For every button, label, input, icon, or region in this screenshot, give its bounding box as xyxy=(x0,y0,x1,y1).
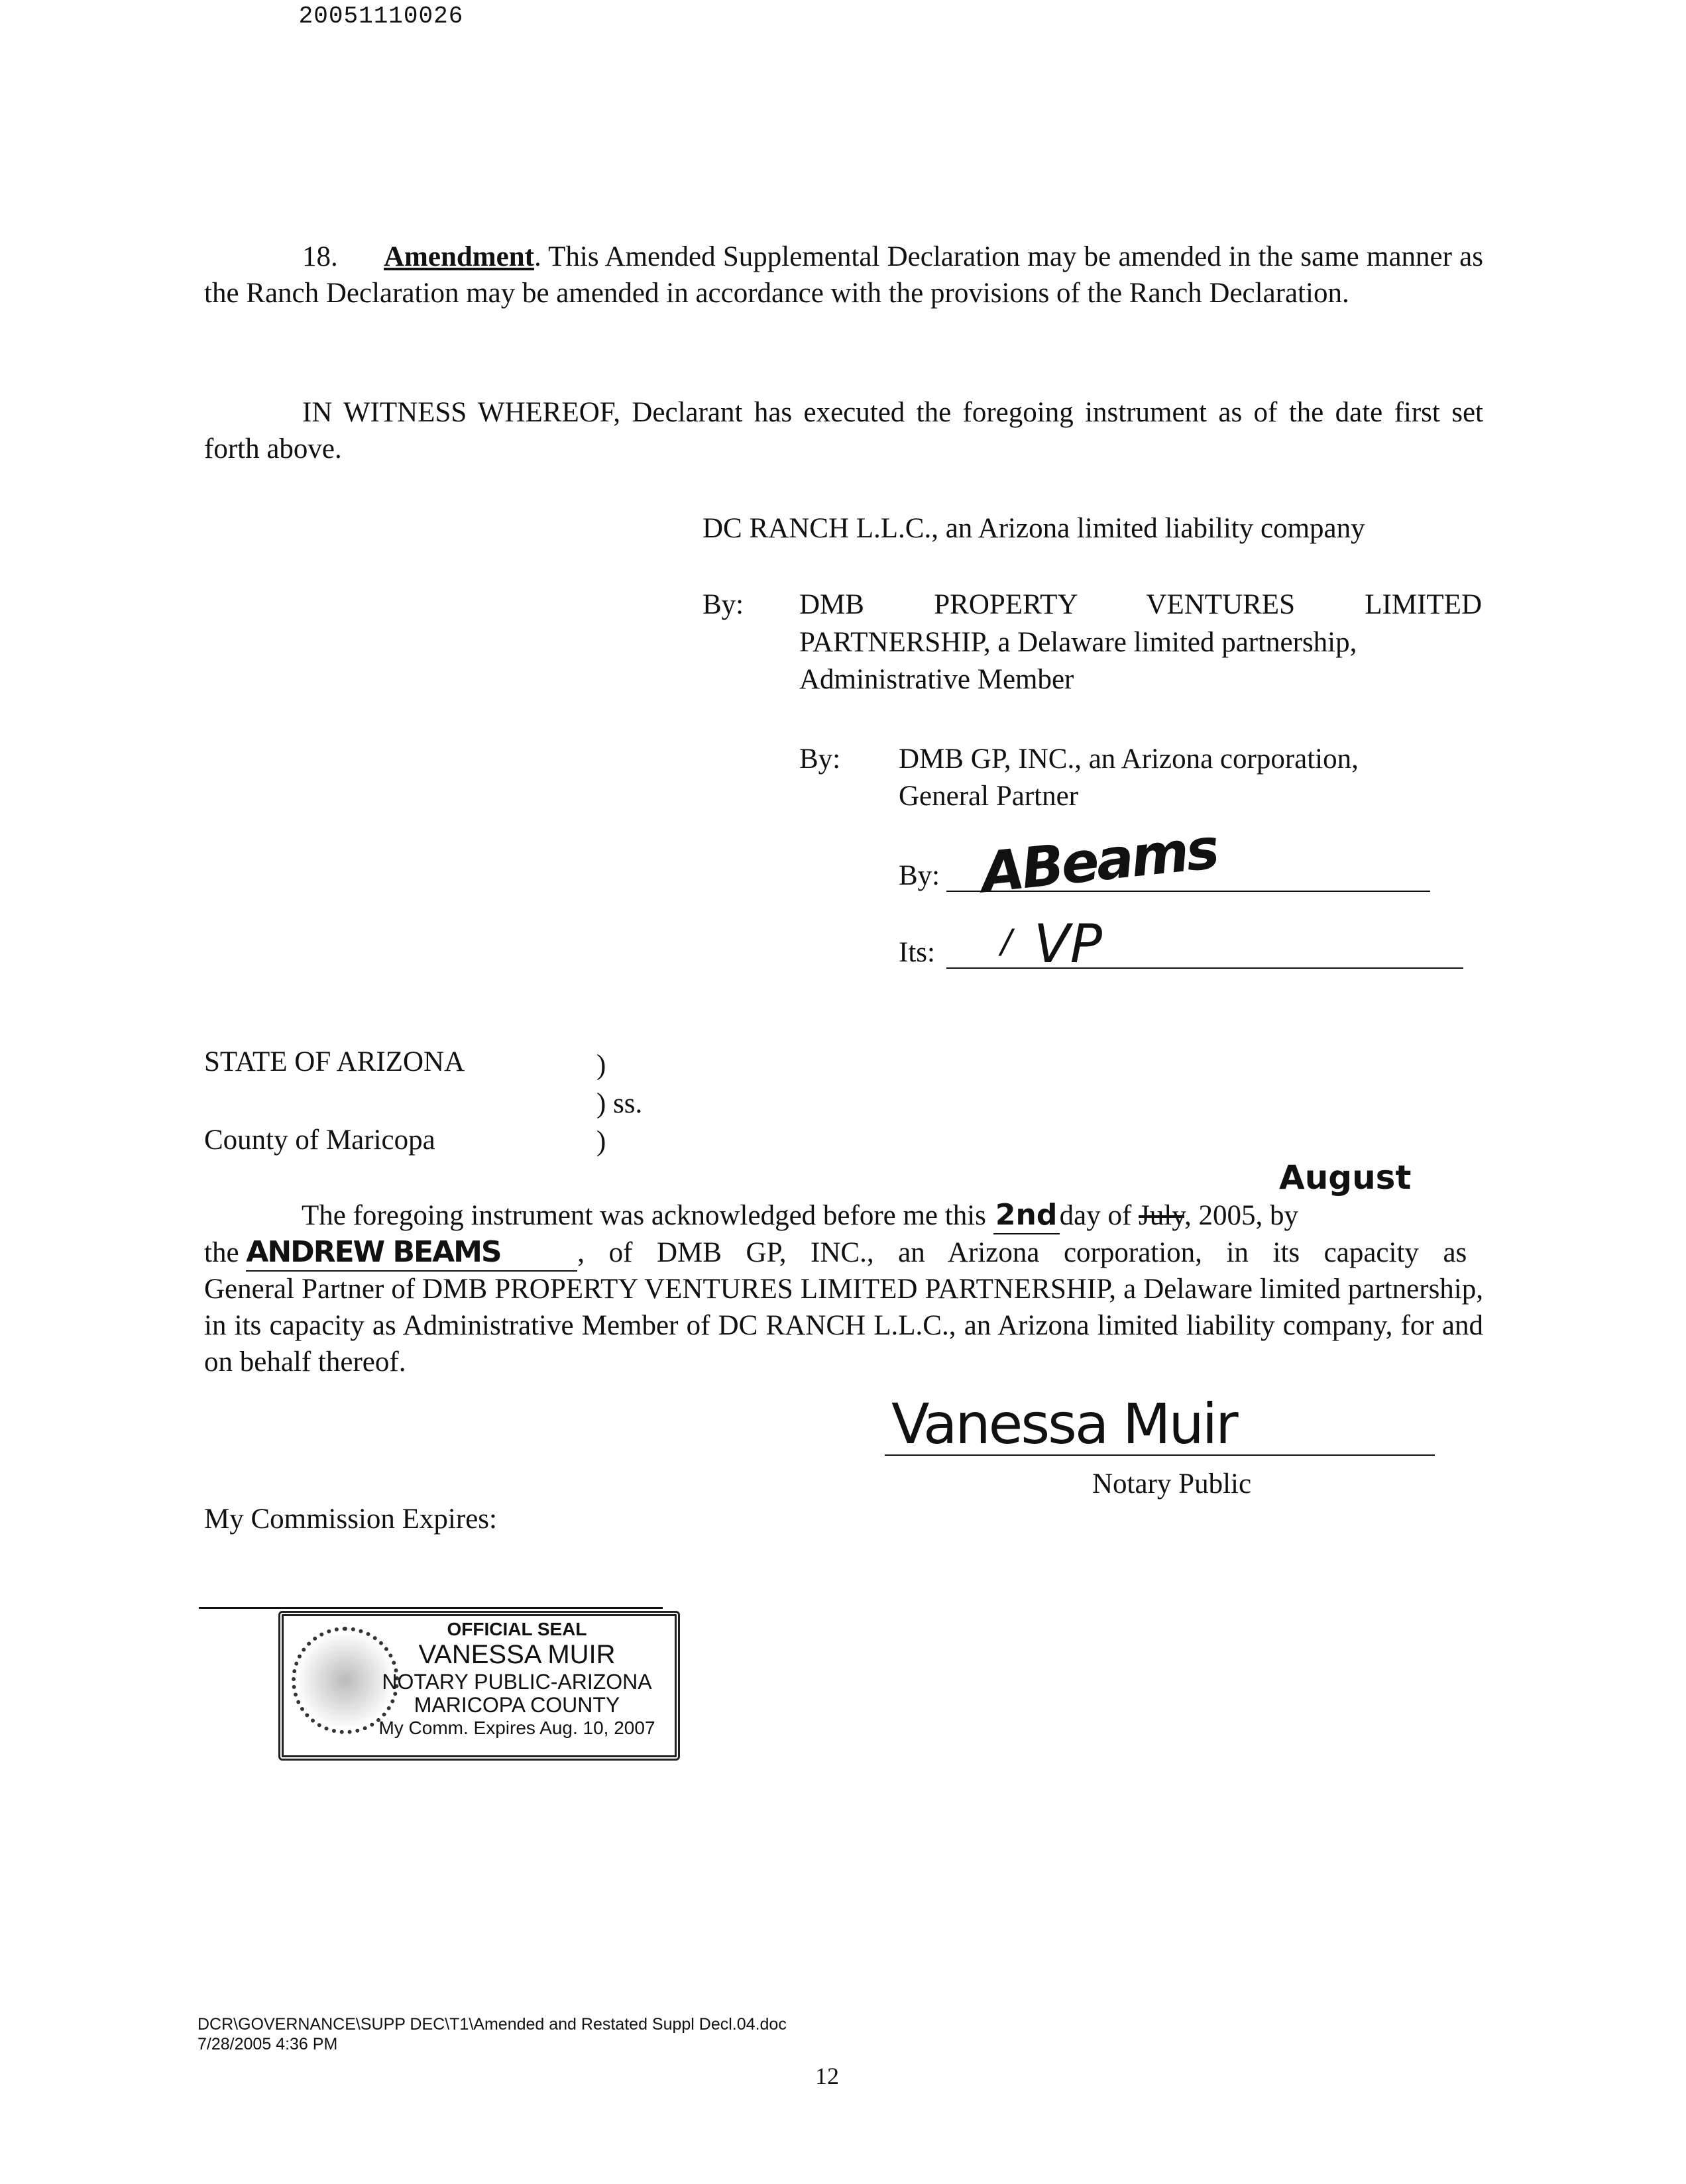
its-line xyxy=(946,967,1463,969)
venue-state: STATE OF ARIZONA xyxy=(204,1046,465,1077)
footer-timestamp: 7/28/2005 4:36 PM xyxy=(197,2035,338,2053)
member-by-label: By: xyxy=(702,589,744,620)
ack-line2: the ANDREW BEAMS , of DMB GP, INC., an Arizona corporation, in its capacity as xyxy=(204,1234,1467,1272)
partner-by-label: By: xyxy=(799,743,841,775)
seal-line3: NOTARY PUBLIC-ARIZONA xyxy=(382,1670,652,1694)
venue-county: County of Maricopa xyxy=(204,1124,435,1156)
seal-line1: OFFICIAL SEAL xyxy=(447,1619,587,1639)
seal-line5: My Comm. Expires Aug. 10, 2007 xyxy=(378,1718,655,1738)
ack-name-handwritten: ANDREW BEAMS xyxy=(246,1234,577,1272)
signer-title: VP xyxy=(1034,913,1102,975)
document-number: 20051110026 xyxy=(298,3,464,30)
ack-month-handwritten: August xyxy=(1279,1158,1412,1197)
company-name: DC RANCH L.L.C., an Arizona limited liability company xyxy=(702,513,1365,544)
member-line2: PARTNERSHIP, a Delaware limited partnership, xyxy=(799,627,1357,658)
ack-rest: General Partner of DMB PROPERTY VENTURES LIMITED PARTNERSHIP, a Delaware limited partnership, in its capacity as Administrative Member of DC RANCH L.L.C., an Arizona limited liability company, for and on behalf thereof. xyxy=(204,1274,1483,1378)
amendment-heading: Amendment xyxy=(384,241,534,272)
witness-paragraph: IN WITNESS WHEREOF, Declarant has executed the foregoing instrument as of the date first set forth above. xyxy=(204,397,1483,464)
amendment-number: 18. xyxy=(302,241,338,272)
seal-line2: VANESSA MUIR xyxy=(418,1640,616,1669)
signer-signature: ABeams xyxy=(978,816,1220,906)
notary-label: Notary Public xyxy=(1092,1468,1252,1500)
its-label: Its: xyxy=(899,937,935,968)
venue-ss: ) ss. xyxy=(596,1088,643,1119)
ack-line1: The foregoing instrument was acknowledged before me this 2ndday of July, 2005, by xyxy=(302,1197,1298,1234)
venue-paren-top: ) xyxy=(596,1050,606,1081)
partner-line1: DMB GP, INC., an Arizona corporation, xyxy=(899,743,1359,775)
page-number: 12 xyxy=(815,2063,839,2089)
ack-day-handwritten: 2nd xyxy=(993,1197,1060,1234)
ack-struck-month: July xyxy=(1139,1200,1184,1231)
commission-label: My Commission Expires: xyxy=(204,1503,497,1535)
member-line1: DMB PROPERTY VENTURES LIMITED xyxy=(799,589,1482,620)
member-line3: Administrative Member xyxy=(799,664,1074,695)
footer-path: DCR\GOVERNANCE\SUPP DEC\T1\Amended and Restated Suppl Decl.04.doc xyxy=(197,2015,787,2034)
amendment-text: . This Amended Supplemental Declaration may be amended in the same manner as the Ranch Declaration may be amended in accordance with the provisions of the Ranch Declaration. xyxy=(204,241,1484,309)
notary-seal xyxy=(199,1607,676,1759)
amendment-paragraph xyxy=(204,239,1483,311)
notary-signature: Vanessa Muir xyxy=(891,1392,1237,1456)
signer-title-mark: / xyxy=(1001,922,1012,961)
venue-paren-bottom: ) xyxy=(596,1126,606,1157)
signer-by-label: By: xyxy=(899,860,940,891)
partner-line2: General Partner xyxy=(899,781,1078,812)
seal-line4: MARICOPA COUNTY xyxy=(414,1693,620,1717)
